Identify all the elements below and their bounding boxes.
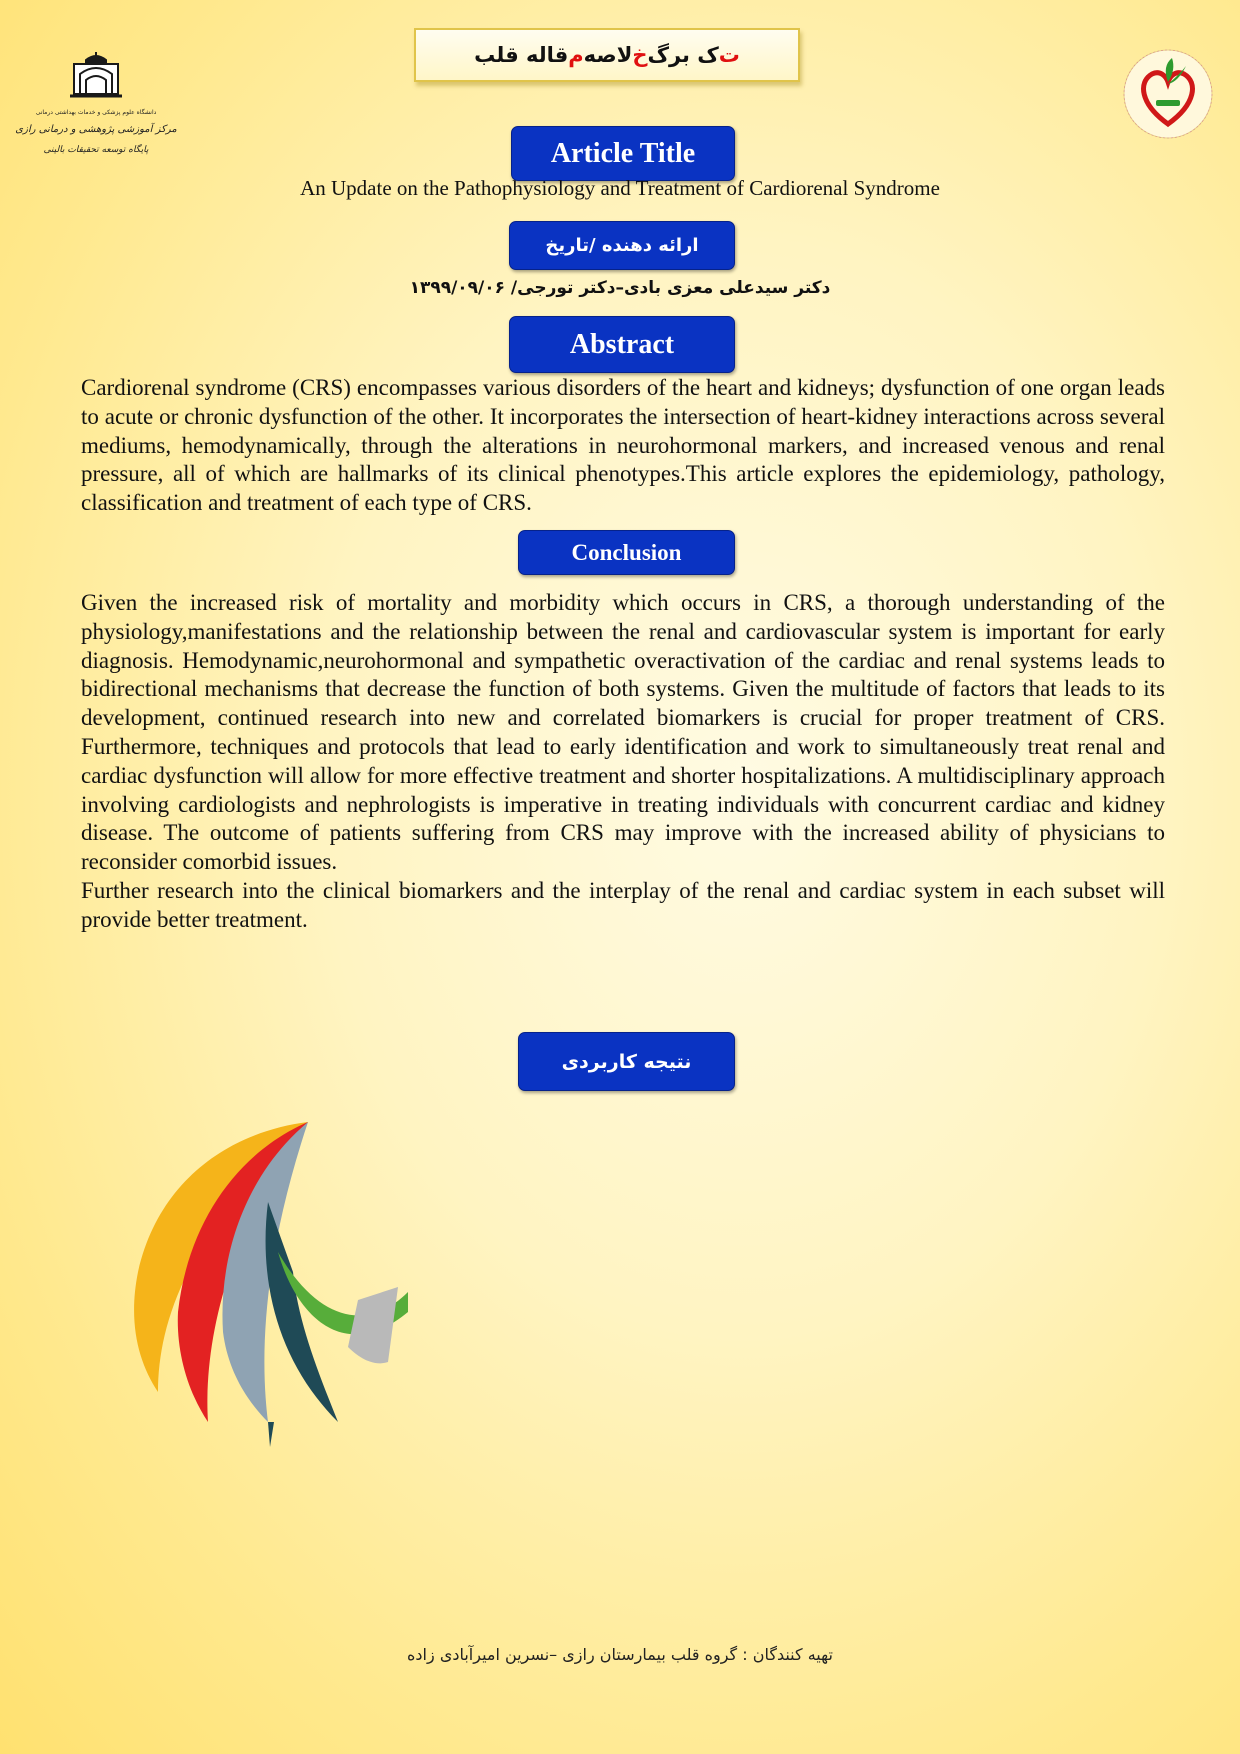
article-title-label: Article Title: [511, 126, 735, 181]
logo-caption-line: پایگاه توسعه تحقیقات بالینی: [43, 145, 149, 155]
razi-center-logo-icon: [15, 48, 177, 178]
footer-credits: تهیه کنندگان : گروه قلب بیمارستان رازی –نسرین امیرآبادی زاده: [407, 1645, 833, 1664]
title-part: ت: [718, 43, 740, 67]
page-title-banner: [414, 28, 800, 82]
conclusion-label: Conclusion: [518, 530, 735, 575]
conclusion-paragraph: Further research into the clinical biomarkers and the interplay of the renal and cardiac system in each subset will provide better treatment.: [81, 877, 1165, 932]
title-part: قاله قلب: [474, 43, 569, 67]
heart-research-center-logo-icon: [1120, 44, 1216, 144]
logo-caption-line: مرکز آموزشی پژوهشی و درمانی رازی: [15, 124, 177, 135]
colorful-swoosh-logo-icon: [118, 1122, 408, 1452]
title-part: لاصه: [583, 43, 633, 67]
logo-caption-line: دانشگاه علوم پزشکی و خدمات بهداشتی درمانی: [35, 109, 157, 116]
title-part: م: [568, 43, 584, 67]
presenter-date-label: ارائه دهنده /تاریخ: [509, 221, 735, 270]
title-part: خ: [632, 43, 648, 67]
presenter-date-value: دکتر سیدعلی معزی بادی–دکتر تورجی/ ۱۳۹۹/۰۹/۰۶: [409, 278, 831, 298]
applied-result-label: نتیجه کاربردی: [518, 1032, 735, 1091]
conclusion-text: [81, 589, 1165, 935]
abstract-label: Abstract: [509, 316, 735, 373]
article-title: An Update on the Pathophysiology and Treatment of Cardiorenal Syndrome: [300, 176, 940, 200]
abstract-text: Cardiorenal syndrome (CRS) encompasses various disorders of the heart and kidneys; dysfunction of one organ leads to acute or chronic dysfunction of the other. It incorporates the intersection of heart-kidney interactions across several mediums, hemodynamically, through the alterations in neurohormonal markers, and increased venous and renal pressure, all of which are hallmarks of its clinical phenotypes.This article explores the epidemiology, pathology, classification and treatment of each type of CRS.: [81, 375, 1165, 516]
conclusion-paragraph: Given the increased risk of mortality and morbidity which occurs in CRS, a thorough understanding of the physiology,manifestations and the relationship between the renal and cardiovascular system is important for early diagnosis. Hemodynamic,neurohormonal and sympathetic overactivation of the cardiac and renal systems leads to bidirectional mechanisms that decrease the function of both systems. Given the multitude of factors that leads to its development, continued research into new and correlated biomarkers is crucial for proper treatment of CRS. Furthermore, techniques and protocols that lead to early identification and work to simultaneously treat renal and cardiac dysfunction will allow for more effective treatment and shorter hospitalizations. A multidisciplinary approach involving cardiologists and nephrologists is imperative in treating individuals with concurrent cardiac and kidney disease. The outcome of patients suffering from CRS may improve with the increased ability of physicians to reconsider comorbid issues.: [81, 590, 1165, 875]
title-part: ک برگ: [647, 43, 719, 67]
